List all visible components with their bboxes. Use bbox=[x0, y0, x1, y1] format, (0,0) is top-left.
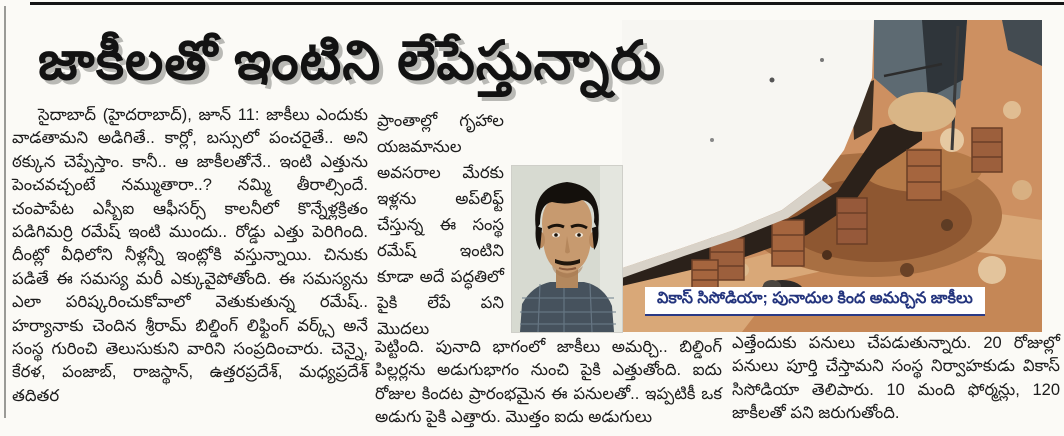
left-column-rule bbox=[4, 6, 6, 418]
article-column-mid: పెట్టింది. పునాది భాగంలో జాకీలు అమర్చి.. బిల్డింగ్ పిల్లర్లను అడుగుభాగం నుంచి పైకి ఎత్తుతోంది. ఐదు రోజుల కిందట ప్రారంభమైన ఈ పనులతో.. ఇప్పటికీ ఒక అడుగు పైకి ఎత్తారు. మొత్తం ఐదు అడుగులు bbox=[375, 338, 722, 427]
photo-caption-box bbox=[645, 287, 985, 316]
headline: జాకీలతో ఇంటిని లేపేస్తున్నారు bbox=[38, 31, 663, 91]
portrait-photo bbox=[512, 166, 622, 332]
portrait-photo-art bbox=[512, 166, 622, 332]
article-column-3: ఎత్తేందుకు పనులు చేపడుతున్నారు. 20 రోజుల్లో పనులు పూర్తి చేస్తామని సంస్థ నిర్వాహకుడు వికాస్ సిసోడియా తెలిపారు. 10 మంది ఫోర్మన్లు, 120 జాకీలతో పని జరుగుతోంది. bbox=[732, 334, 1060, 423]
article-column-1 bbox=[12, 104, 368, 434]
article-column-2: ప్రాంతాల్లో గృహాల యజమానుల అవసరాల మేరకు ఇళ్లను అప్‌లిఫ్ట్ చేస్తున్న ఈ సంస్థ రమేష్ ఇంటిని కూడా అదే పద్ధతిలో పైకి లేపే పని మొదలు bbox=[377, 112, 504, 338]
photo-caption: వికాస్ సిసోడియా; పునాదుల కింద అమర్చిన జాకీలు bbox=[657, 290, 973, 307]
top-rule bbox=[30, 2, 1064, 5]
article-column-1-text: సైదాబాద్ (హైదరాబాద్), జూన్ 11: జాకీలు ఎందుకు వాడతామని అడిగితే.. కార్లో, బస్సులో పంచరైతే.. అని ఠక్కున చెప్పేస్తాం. కానీ.. ఆ జాకీలతోనే.. ఇంటి ఎత్తును పెంచవచ్చంటే నమ్ముతారా..? నమ్మి తీరాల్సిందే. చంపాపేట ఎస్బీఐ ఆఫీసర్స్ కాలనీలో కొన్నేళ్లక్రితం పడిగిమర్రి రమేష్ ఇంటి ముందు.. రోడ్డు ఎత్తు పెరిగింది. దీంట్లో వీధిలోని నీళ్లన్నీ ఇంట్లోకి వస్తున్నాయి. చినుకు పడితే ఈ సమస్య మరీ ఎక్కువైపోతోంది. ఈ సమస్యను ఎలా పరిష్కరించుకోవాలో వెతుకుతున్న రమేష్.. హర్యానాకు చెందిన శ్రీరామ్ బిల్డింగ్ లిఫ్టింగ్ వర్క్స్ అనే సంస్థ గురించి తెలుసుకుని వారిని సంప్రదించారు. చెన్నై, కేరళ, పంజాబ్, రాజస్థాన్, ఉత్తరప్రదేశ్, మధ్యప్రదేశ్ తదితర bbox=[12, 106, 368, 405]
